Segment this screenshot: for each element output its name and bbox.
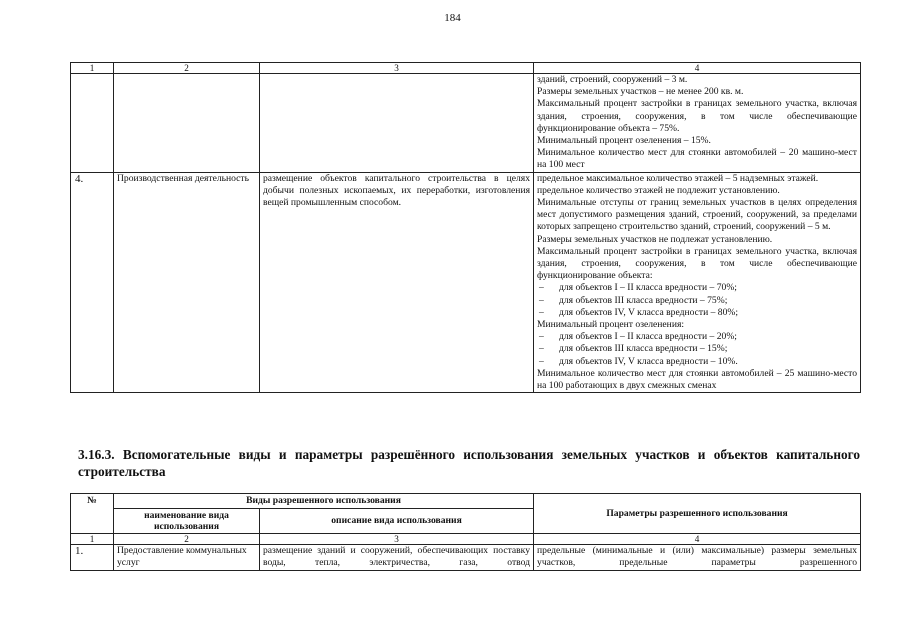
section-title: 3.16.3. Вспомогательные виды и параметры разрешённого использования земельных участков и объектов капитального строительства: [78, 447, 860, 479]
page-number: 184: [444, 12, 461, 24]
col-number-2: 2: [114, 63, 260, 74]
header-description: описание вида использования: [260, 509, 534, 534]
auxiliary-use-table: [70, 493, 861, 571]
green-title: Минимальный процент озеленения:: [537, 319, 685, 331]
list-item: – для объектов I – II класса вредности – 70%;: [537, 282, 857, 294]
param-line: Размеры земельных участков – не менее 200 кв. м.: [537, 86, 744, 98]
col-number-4: 4: [534, 534, 861, 545]
column-number-row: [71, 63, 861, 74]
continued-row: [71, 74, 861, 173]
use-description: размещение зданий и сооружений, обеспечивающих поставку воды, тепла, электричества, газа, отвод: [260, 545, 534, 570]
col-number-1: 1: [71, 534, 114, 545]
use-name: Производственная деятельность: [114, 172, 260, 393]
list-item: – для объектов I – II класса вредности – 20%;: [537, 331, 857, 343]
use-name: Предоставление коммунальных услуг: [114, 545, 260, 570]
header-name: наименование вида использования: [114, 509, 260, 534]
param-line: Минимальное количество мест для стоянки автомобилей – 20 машино-мест на 100 мест: [537, 147, 857, 171]
row-number: 1.: [71, 545, 114, 570]
header-row: [71, 494, 861, 509]
table-row-4: [71, 172, 861, 393]
build-percent-list: [537, 282, 857, 319]
table-row-1: [71, 545, 861, 570]
header-params: Параметры разрешенного использования: [534, 494, 861, 534]
col-number-3: 3: [260, 63, 534, 74]
param-line: Максимальный процент застройки в границах земельного участка, включая здания, строения, сооружения, в том числе обеспечивающие функционирование объекта:: [537, 245, 857, 282]
use-params-cell: [534, 172, 861, 393]
list-item: – для объектов IV, V класса вредности – 10%.: [537, 356, 857, 368]
col-number-2: 2: [114, 534, 260, 545]
param-line: Минимальный процент озеленения – 15%.: [537, 135, 711, 147]
list-item: – для объектов IV, V класса вредности – 80%;: [537, 307, 857, 319]
use-params: предельные (минимальные и (или) максимальные) размеры земельных участков, предельные параметры разрешенного: [534, 545, 861, 570]
list-item: – для объектов III класса вредности – 15%;: [537, 343, 857, 355]
column-number-row: [71, 534, 861, 545]
param-line: предельное количество этажей не подлежит установлению.: [537, 184, 780, 196]
header-kinds: Виды разрешенного использования: [114, 494, 534, 509]
row-number: 4.: [71, 172, 114, 393]
col-number-1: 1: [71, 63, 114, 74]
green-percent-list: [537, 331, 857, 368]
parking-line: Минимальное количество мест для стоянки автомобилей – 25 машино-место на 100 работающих в двух смежных сменах: [537, 367, 857, 392]
continued-params-cell: [534, 74, 861, 173]
header-number: №: [71, 494, 114, 534]
param-line: Максимальный процент застройки в границах земельного участка, включая здания, строения, сооружения, в том числе обеспечивающие функционирование объекта – 75%.: [537, 98, 857, 134]
param-line: Минимальные отступы от границ земельных участков в целях определения мест допустимого размещения зданий, строений, сооружений, за пределами которых запрещено строительство зданий, строений, сооружений – 5 м.: [537, 197, 857, 233]
list-item: – для объектов III класса вредности – 75%;: [537, 295, 857, 307]
param-line: предельное максимальное количество этажей – 5 надземных этажей.: [537, 172, 819, 184]
use-description: размещение объектов капитального строительства в целях добычи полезных ископаемых, их переработки, изготовления вещей промышленным способом.: [260, 172, 534, 393]
col-number-4: 4: [534, 63, 861, 74]
param-line: зданий, строений, сооружений – 3 м.: [537, 74, 688, 85]
param-line: Размеры земельных участков не подлежат установлению.: [537, 233, 773, 245]
col-number-3: 3: [260, 534, 534, 545]
land-use-table-main: [70, 62, 861, 393]
